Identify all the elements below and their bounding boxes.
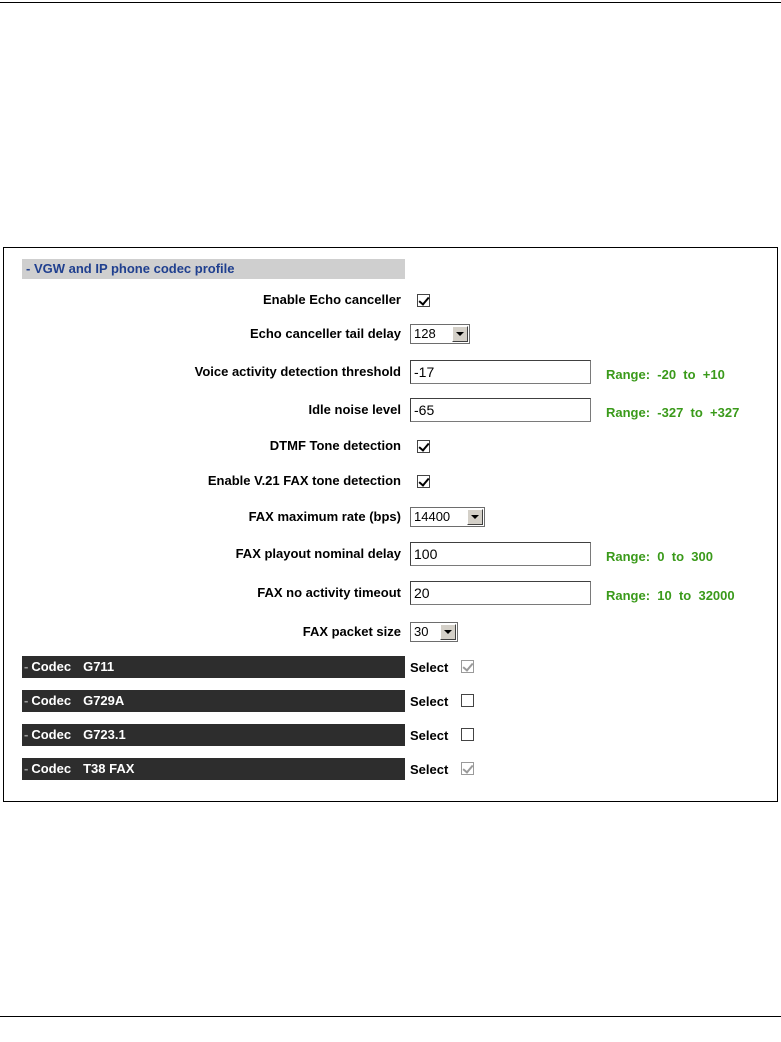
checkmark-icon <box>418 475 429 487</box>
fax-packet-value: 30 <box>414 624 429 639</box>
fax-max-rate-value: 14400 <box>414 509 451 524</box>
vad-threshold-range: Range: -20 to +10 <box>606 367 725 382</box>
fax-playout-input[interactable] <box>410 542 591 566</box>
fax-playout-label: FAX playout nominal delay <box>235 546 401 561</box>
collapse-dash-icon: - <box>24 727 29 742</box>
v21-fax-label: Enable V.21 FAX tone detection <box>207 473 401 488</box>
codec-select-label: Select <box>410 762 449 777</box>
codec-profile-panel <box>3 247 778 802</box>
dtmf-checkbox[interactable] <box>417 440 430 453</box>
tail-delay-value: 128 <box>414 326 436 341</box>
fax-timeout-range: Range: 10 to 32000 <box>606 588 735 603</box>
codec-bar-t38-fax[interactable] <box>22 758 405 780</box>
codec-prefix: Codec <box>31 761 72 776</box>
tail-delay-label: Echo canceller tail delay <box>249 326 401 341</box>
fax-max-rate-select[interactable] <box>410 507 485 527</box>
codec-prefix: Codec <box>31 659 72 674</box>
top-rule <box>0 2 781 3</box>
fax-timeout-input[interactable] <box>410 581 591 605</box>
fax-packet-select[interactable] <box>410 622 458 642</box>
fax-playout-range: Range: 0 to 300 <box>606 549 713 564</box>
section-header-codec-profile[interactable]: - VGW and IP phone codec profile <box>22 259 405 279</box>
collapse-dash-icon: - <box>24 693 29 708</box>
codec-prefix: Codec <box>31 727 72 742</box>
idle-noise-label: Idle noise level <box>308 402 401 417</box>
fax-max-rate-label: FAX maximum rate (bps) <box>248 509 401 524</box>
codec-bar-g723-1[interactable] <box>22 724 405 746</box>
fax-timeout-label: FAX no activity timeout <box>257 585 401 600</box>
dropdown-arrow-icon[interactable] <box>440 624 456 640</box>
vad-threshold-label: Voice activity detection threshold <box>194 364 401 379</box>
codec-g723-1-checkbox[interactable] <box>461 728 474 741</box>
vad-threshold-input[interactable] <box>410 360 591 384</box>
codec-bar-g711[interactable] <box>22 656 405 678</box>
codec-select-label: Select <box>410 660 449 675</box>
bottom-rule <box>0 1016 781 1017</box>
idle-noise-range: Range: -327 to +327 <box>606 405 740 420</box>
codec-select-label: Select <box>410 728 449 743</box>
dtmf-label: DTMF Tone detection <box>269 438 401 453</box>
codec-g711-checkbox[interactable] <box>461 660 474 673</box>
checkmark-icon <box>462 660 473 672</box>
echo-canceller-label: Enable Echo canceller <box>262 292 401 307</box>
checkmark-icon <box>418 440 429 452</box>
codec-name: T38 FAX <box>83 761 135 776</box>
checkmark-icon <box>462 762 473 774</box>
codec-bar-g729a[interactable] <box>22 690 405 712</box>
collapse-dash-icon: - <box>24 659 29 674</box>
codec-g729a-checkbox[interactable] <box>461 694 474 707</box>
codec-t38-fax-checkbox[interactable] <box>461 762 474 775</box>
codec-prefix: Codec <box>31 693 72 708</box>
dropdown-arrow-icon[interactable] <box>452 326 468 342</box>
idle-noise-input[interactable] <box>410 398 591 422</box>
fax-packet-label: FAX packet size <box>302 624 401 639</box>
codec-name: G729A <box>83 693 125 708</box>
codec-name: G711 <box>83 659 115 674</box>
tail-delay-select[interactable] <box>410 324 470 344</box>
v21-fax-checkbox[interactable] <box>417 475 430 488</box>
collapse-dash-icon: - <box>24 761 29 776</box>
dropdown-arrow-icon[interactable] <box>467 509 483 525</box>
codec-select-label: Select <box>410 694 449 709</box>
checkmark-icon <box>418 294 429 306</box>
echo-canceller-checkbox[interactable] <box>417 294 430 307</box>
codec-name: G723.1 <box>83 727 126 742</box>
